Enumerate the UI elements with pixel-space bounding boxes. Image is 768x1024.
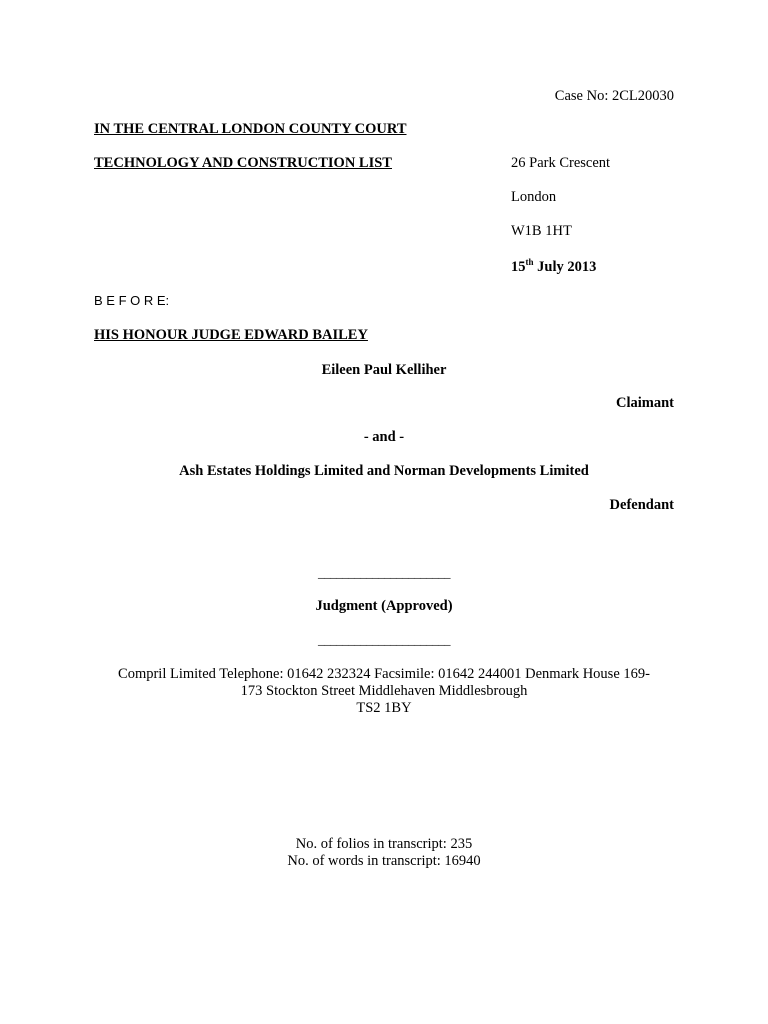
- transcriber-block: [84, 666, 684, 717]
- claimant-name: Eileen Paul Kelliher: [321, 362, 447, 378]
- judgment-rule-bottom: ______________________: [318, 632, 450, 647]
- date-suffix: th: [525, 257, 534, 268]
- folio-count: No. of folios in transcript: 235: [295, 836, 473, 852]
- address-line-1: 26 Park Crescent: [511, 155, 611, 171]
- transcriber-line-1: Compril Limited Telephone: 01642 232324 Facsimile: 01642 244001 Denmark House 169-: [118, 666, 650, 682]
- address-line-2: London: [511, 189, 557, 205]
- date-rest: July 2013: [533, 259, 597, 275]
- judge-name: HIS HONOUR JUDGE EDWARD BAILEY: [94, 327, 368, 343]
- address-line-3: W1B 1HT: [511, 223, 572, 239]
- judgment-rule-top: ______________________: [318, 565, 450, 580]
- transcriber-line-2: 173 Stockton Street Middlehaven Middlesbrough: [240, 683, 528, 699]
- judgment-date: [511, 259, 596, 276]
- defendant-role: Defendant: [609, 497, 674, 513]
- transcriber-line-3: TS2 1BY: [356, 700, 412, 716]
- claimant-role: Claimant: [616, 395, 674, 411]
- date-day: 15: [511, 259, 526, 275]
- transcript-counts: [84, 836, 684, 870]
- before-label: B E F O R E:: [94, 293, 170, 308]
- court-list: TECHNOLOGY AND CONSTRUCTION LIST: [94, 155, 392, 171]
- judgment-title: Judgment (Approved): [315, 598, 453, 614]
- case-number: Case No: 2CL20030: [554, 88, 674, 104]
- party-separator: - and -: [363, 429, 405, 445]
- defendant-name: Ash Estates Holdings Limited and Norman Developments Limited: [179, 463, 589, 479]
- court-name: IN THE CENTRAL LONDON COUNTY COURT: [94, 121, 407, 137]
- word-count: No. of words in transcript: 16940: [287, 853, 481, 869]
